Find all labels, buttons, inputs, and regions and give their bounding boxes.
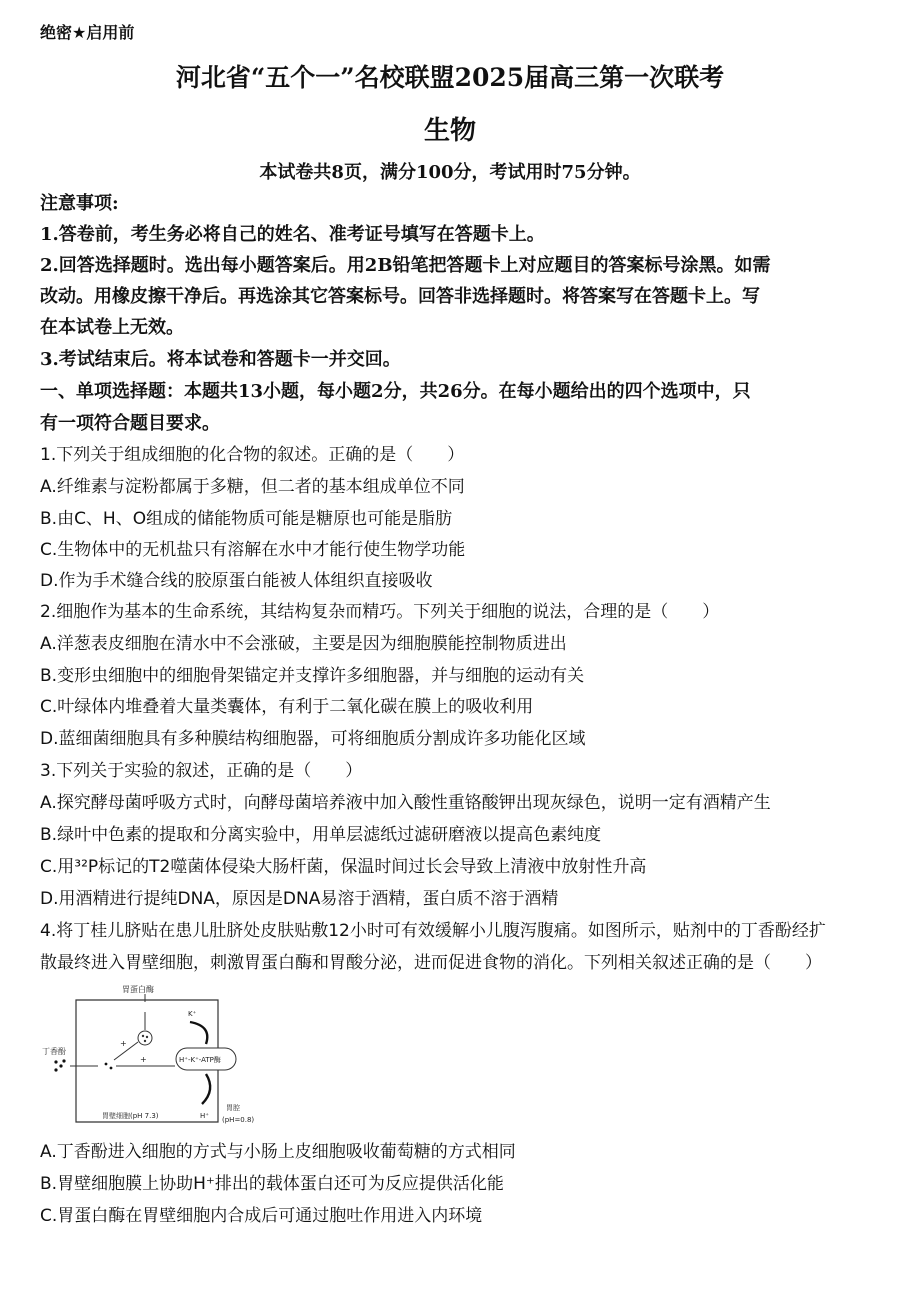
plus-sign: + [140,1055,147,1064]
question-4-option-a: A.丁香酚进入细胞的方式与小肠上皮细胞吸收葡萄糖的方式相同 [40,1142,516,1162]
notes-heading: 注意事项: [40,193,119,214]
k-ion-arrow [190,1022,207,1044]
question-2-stem: 2.细胞作为基本的生命系统，其结构复杂而精巧。下列关于细胞的说法，合理的是（ ） [40,602,720,622]
notes-item-2-line-1: 2.回答选择题时。选出每小题答案后。用2B铅笔把答题卡上对应题目的答案标号涂黑。如需 [40,255,771,276]
plus-sign: + [120,1039,127,1048]
notes-item-2-line-2: 改动。用橡皮擦干净后。再选涂其它答案标号。回答非选择题时。将答案写在答题卡上。写 [40,286,760,307]
pepsin-label: 胃蛋白酶 [122,985,154,994]
question-3-option-c: C.用³²P标记的T2噬菌体侵染大肠杆菌，保温时间过长会导致上清液中放射性升高 [40,857,647,877]
question-3-stem: 3.下列关于实验的叙述，正确的是（ ） [40,761,363,781]
vesicle-dot [142,1035,144,1037]
question-3-option-d: D.用酒精进行提纯DNA，原因是DNA易溶于酒精，蛋白质不溶于酒精 [40,889,559,909]
stomach-cell-diagram [40,982,270,1132]
notes-item-2-line-3: 在本试卷上无效。 [40,317,184,338]
vesicle-dot [144,1040,146,1042]
h-ion-arrow [202,1074,210,1104]
notes-item-1: 1.答卷前，考生务必将自己的姓名、准考证号填写在答题卡上。 [40,224,545,245]
exam-info: 本试卷共8页，满分100分，考试用时75分钟。 [259,162,641,183]
question-1-option-c: C.生物体中的无机盐只有溶解在水中才能行使生物学功能 [40,540,466,560]
confidential-mark: 绝密★启用前 [40,23,135,42]
question-1-option-a: A.纤维素与淀粉都属于多糖，但二者的基本组成单位不同 [40,477,465,497]
eugenol-dot [54,1068,57,1071]
question-3-option-b: B.绿叶中色素的提取和分离实验中，用单层滤纸过滤研磨液以提高色素纯度 [40,825,602,845]
stomach-cell-figure [40,982,270,1132]
eugenol-dot [110,1067,113,1070]
lumen-label: 胃腔 [226,1104,240,1112]
k-ion-label: K⁺ [188,1010,197,1018]
question-3-option-a: A.探究酵母菌呼吸方式时，向酵母菌培养液中加入酸性重铬酸钾出现灰绿色，说明一定有酒精产生 [40,793,771,813]
question-1-option-d: D.作为手术缝合线的胶原蛋白能被人体组织直接吸收 [40,571,433,591]
question-2-option-b: B.变形虫细胞中的细胞骨架锚定并支撑许多细胞器，并与细胞的运动有关 [40,666,585,686]
question-4-option-b: B.胃壁细胞膜上协助H⁺排出的载体蛋白还可为反应提供活化能 [40,1174,504,1194]
lumen-ph-label: (pH=0.8) [222,1116,255,1124]
question-4-option-c: C.胃蛋白酶在胃壁细胞内合成后可通过胞吐作用进入内环境 [40,1206,483,1226]
question-2-option-a: A.洋葱表皮细胞在清水中不会涨破，主要是因为细胞膜能控制物质进出 [40,634,567,654]
question-2-option-c: C.叶绿体内堆叠着大量类囊体，有利于二氧化碳在膜上的吸收利用 [40,697,534,717]
vesicle-dot [146,1036,148,1038]
pump-label: H⁺-K⁺-ATP酶 [179,1056,221,1064]
h-ion-label: H⁺ [200,1112,209,1120]
eugenol-dot [54,1060,57,1063]
question-1-option-b: B.由C、H、O组成的储能物质可能是糖原也可能是脂肪 [40,509,453,529]
cell-label: 胃壁细胞(pH 7.3) [102,1112,159,1120]
exam-title: 河北省“五个一”名校联盟2025届高三第一次联考 [175,63,725,92]
question-1-stem: 1.下列关于组成细胞的化合物的叙述。正确的是（ ） [40,445,465,465]
subject-title: 生物 [423,116,476,146]
eugenol-dot [105,1063,108,1066]
question-4-stem-line-2: 散最终进入胃壁细胞，刺激胃蛋白酶和胃酸分泌，进而促进食物的消化。下列相关叙述正确的是（ ） [40,953,822,973]
question-2-option-d: D.蓝细菌细胞具有多种膜结构细胞器，可将细胞质分割成许多功能化区域 [40,729,586,749]
vesicle-circle [138,1031,152,1045]
eugenol-label: 丁香酚 [42,1047,66,1056]
notes-item-3: 3.考试结束后。将本试卷和答题卡一并交回。 [40,349,401,370]
eugenol-dot [59,1064,62,1067]
eugenol-dot [62,1059,65,1062]
section-heading-line-2: 有一项符合题目要求。 [40,413,220,434]
question-4-stem-line-1: 4.将丁桂儿脐贴在患儿肚脐处皮肤贴敷12小时可有效缓解小儿腹泻腹痛。如图所示，贴剂中的丁香酚经扩 [40,921,826,941]
section-heading-line-1: 一、单项选择题：本题共13小题，每小题2分，共26分。在每小题给出的四个选项中，只 [40,381,751,402]
